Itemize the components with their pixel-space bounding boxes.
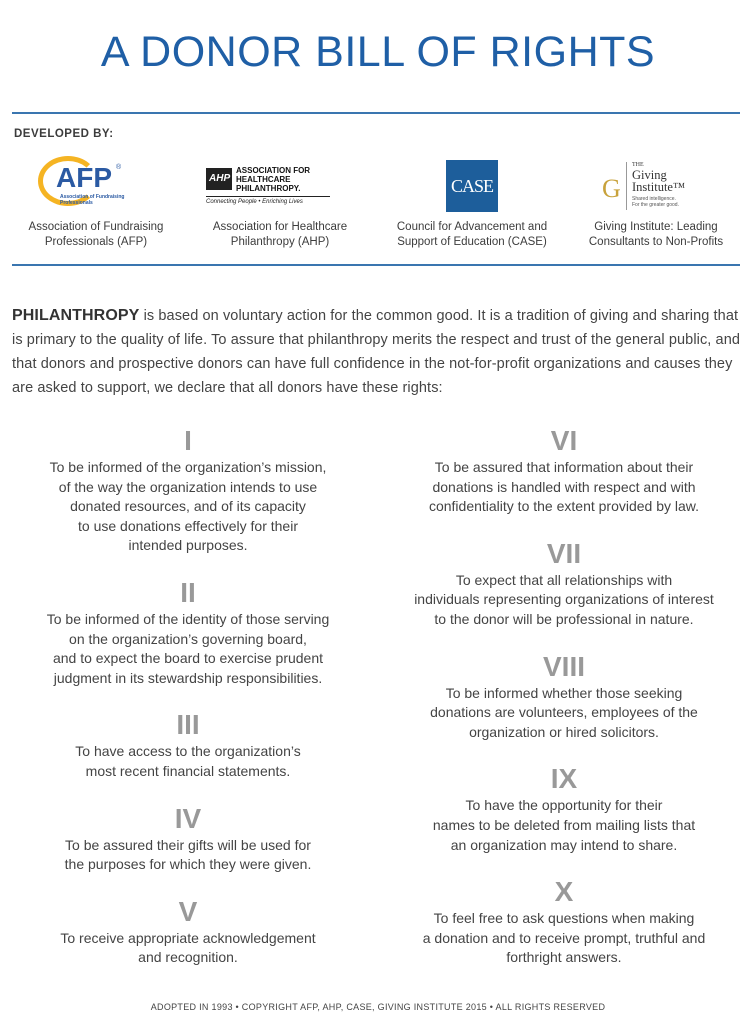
org-giving-institute bbox=[564, 152, 748, 250]
right-item bbox=[8, 708, 368, 781]
right-item bbox=[384, 762, 744, 855]
right-item bbox=[8, 802, 368, 875]
right-text: To be informed of the identity of those serving on the organization’s governing board, and to expect the board to exercise prudent judgment in its stewardship responsibilities. bbox=[46, 610, 330, 686]
intro-paragraph bbox=[12, 304, 742, 400]
right-text: To feel free to ask questions when making a donation and to receive prompt, truthful and forthright answers. bbox=[422, 910, 706, 966]
right-numeral: VII bbox=[546, 537, 582, 569]
org-case bbox=[380, 152, 564, 250]
right-item bbox=[8, 576, 368, 688]
right-text: To be assured their gifts will be used for the purposes for which they were given. bbox=[64, 836, 312, 873]
right-item bbox=[8, 424, 368, 556]
right-numeral: X bbox=[554, 876, 574, 908]
org-afp bbox=[4, 152, 188, 250]
bottom-divider bbox=[12, 264, 740, 266]
org-giving-institute-name: Giving Institute: Leading Consultants to Non-Profits bbox=[588, 221, 724, 248]
right-text: To expect that all relationships with individuals representing organizations of interest to the donor will be professional in nature. bbox=[414, 571, 714, 627]
right-numeral: VIII bbox=[542, 650, 585, 682]
right-numeral: IX bbox=[550, 763, 578, 795]
page-title: A DONOR BILL OF RIGHTS bbox=[100, 28, 656, 76]
right-item bbox=[384, 650, 744, 743]
org-ahp-name: Association for Healthcare Philanthropy (AHP) bbox=[212, 221, 348, 248]
right-text: To have access to the organization’s most recent financial statements. bbox=[75, 743, 301, 779]
right-text: To be informed of the organization’s mission, of the way the organization intends to use donated resources, and of its capacity to use donations effectively for their intended purposes. bbox=[49, 459, 327, 554]
intro-lead: PHILANTHROPY bbox=[12, 307, 140, 324]
right-numeral: III bbox=[176, 709, 200, 741]
intro-body: is based on voluntary action for the common good. It is a tradition of giving and sharing that is primary to the quality of life. To assure that philanthropy merits the respect and trust of the general public, and that donors and prospective donors can have full confidence in the not-for-profit organizations and causes they are asked to support, we declare that all donors have these rights: bbox=[12, 308, 741, 396]
footer: ADOPTED IN 1993 • COPYRIGHT AFP, AHP, CASE, GIVING INSTITUTE 2015 • ALL RIGHTS RESERVED bbox=[150, 1002, 606, 1012]
rights-column-left bbox=[8, 424, 368, 968]
right-item bbox=[384, 424, 744, 517]
right-item bbox=[8, 895, 368, 968]
right-numeral: V bbox=[178, 895, 198, 927]
right-text: To have the opportunity for their names to be deleted from mailing lists that an organization may intend to share. bbox=[432, 797, 696, 853]
ahp-logo: AHP ASSOCIATION FOR HEALTHCARE PHILANTHROPY. Connecting People • Enriching Lives bbox=[188, 152, 372, 216]
rights-column-right bbox=[384, 424, 744, 968]
top-divider bbox=[12, 112, 740, 114]
org-afp-name: Association of Fundraising Professionals (AFP) bbox=[28, 221, 164, 248]
developed-by-label: DEVELOPED BY: bbox=[14, 128, 114, 140]
right-text: To be assured that information about their donations is handled with respect and with confidentiality to the extent provided by law. bbox=[428, 459, 700, 515]
org-ahp bbox=[188, 152, 372, 250]
right-text: To be informed whether those seeking donations are volunteers, employees of the organization or hired solicitors. bbox=[430, 684, 698, 740]
right-numeral: IV bbox=[174, 802, 202, 834]
right-item bbox=[384, 537, 744, 630]
right-numeral: I bbox=[184, 425, 192, 456]
org-case-name: Council for Advancement and Support of Education (CASE) bbox=[396, 221, 548, 248]
right-numeral: II bbox=[180, 576, 196, 608]
case-logo: CASE bbox=[380, 152, 564, 216]
giving-institute-logo: G THE Giving Institute™ Shared intelligence. For the greater good. bbox=[602, 162, 686, 208]
right-item bbox=[384, 875, 744, 968]
right-numeral: VI bbox=[550, 425, 578, 456]
right-text: To receive appropriate acknowledgement and recognition. bbox=[60, 929, 316, 966]
afp-logo: AFP ® Association of Fundraising Professionals bbox=[4, 152, 188, 216]
